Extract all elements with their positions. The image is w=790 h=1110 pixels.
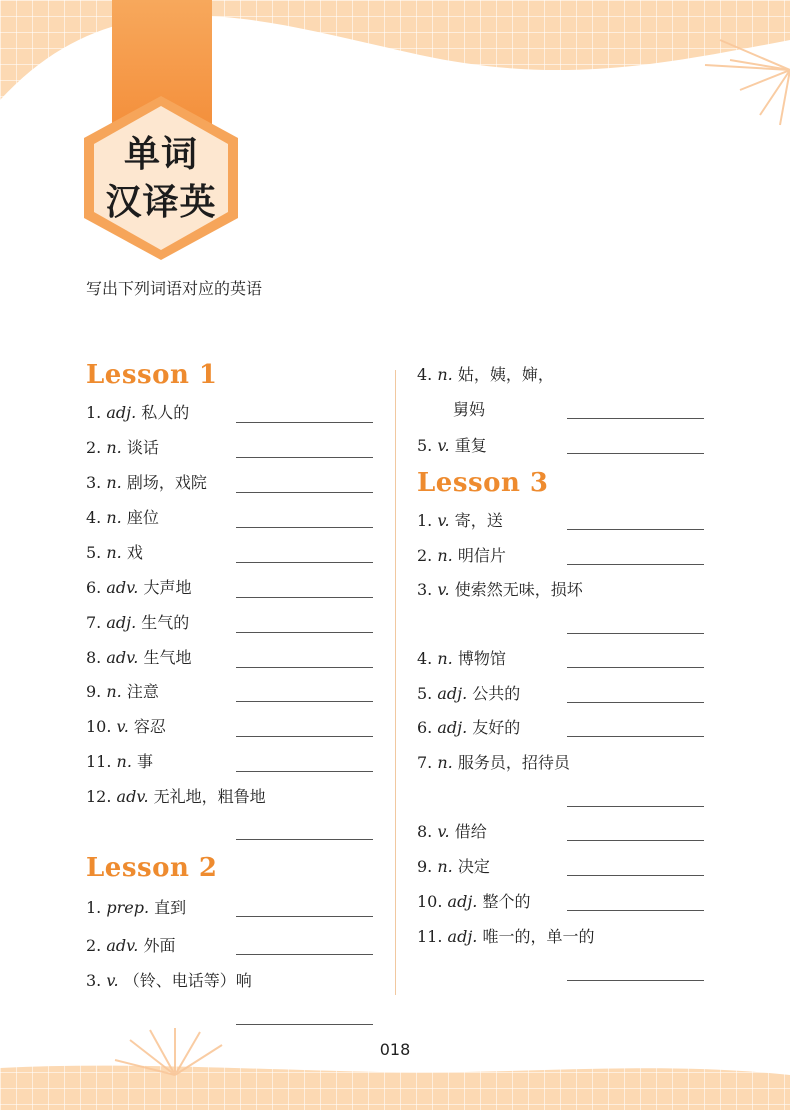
part-of-speech: adj.: [437, 718, 468, 737]
vocab-entry: [417, 649, 506, 669]
entry-number: 8.: [86, 648, 102, 667]
vocab-entry: [86, 578, 191, 598]
answer-blank[interactable]: [236, 839, 373, 840]
answer-blank[interactable]: [567, 840, 704, 841]
part-of-speech: n.: [437, 649, 453, 668]
answer-blank[interactable]: [567, 564, 704, 565]
answer-blank[interactable]: [236, 492, 373, 493]
part-of-speech: v.: [116, 717, 129, 736]
part-of-speech: adj.: [447, 892, 478, 911]
answer-blank[interactable]: [567, 875, 704, 876]
entry-number: 7.: [86, 613, 102, 632]
answer-blank[interactable]: [236, 771, 373, 772]
entry-number: 3.: [417, 580, 433, 599]
vocab-entry: [86, 543, 143, 563]
entry-number: 2.: [417, 546, 433, 565]
answer-blank[interactable]: [236, 562, 373, 563]
page-number: 018: [379, 1040, 411, 1059]
vocab-entry: [86, 403, 189, 423]
entry-number: 11.: [86, 752, 112, 771]
part-of-speech: n.: [437, 753, 453, 772]
chinese-meaning: 无礼地，粗鲁地: [153, 787, 266, 806]
answer-blank[interactable]: [567, 910, 704, 911]
chinese-meaning: 座位: [126, 508, 159, 527]
entry-number: 5.: [417, 684, 433, 703]
badge-title-line1: 单词: [123, 134, 198, 175]
chinese-meaning: 唯一的，单一的: [482, 927, 595, 946]
answer-blank[interactable]: [567, 806, 704, 807]
chinese-meaning: 外面: [143, 936, 176, 955]
answer-blank[interactable]: [236, 527, 373, 528]
chinese-meaning: 注意: [126, 682, 159, 701]
part-of-speech: v.: [437, 511, 450, 530]
entry-number: 4.: [417, 365, 433, 384]
vocab-entry: [417, 718, 520, 738]
chinese-meaning: 剧场，戏院: [126, 473, 207, 492]
chinese-meaning: 私人的: [141, 403, 190, 422]
part-of-speech: adv.: [106, 578, 139, 597]
chinese-meaning: 容忍: [133, 717, 166, 736]
vocab-entry: [417, 753, 570, 773]
entry-number: 2.: [86, 438, 102, 457]
vocab-entry: [86, 936, 175, 956]
vocab-entry: [86, 717, 166, 737]
vocab-entry: [417, 436, 487, 456]
chinese-meaning: 生气地: [143, 648, 192, 667]
entry-number: 9.: [86, 682, 102, 701]
chinese-meaning: 事: [137, 752, 154, 771]
entry-number: 5.: [417, 436, 433, 455]
chinese-meaning: 公共的: [472, 684, 521, 703]
answer-blank[interactable]: [236, 597, 373, 598]
entry-number: 8.: [417, 822, 433, 841]
answer-blank[interactable]: [236, 1024, 373, 1025]
part-of-speech: v.: [437, 822, 450, 841]
vocab-entry: [86, 682, 159, 702]
entry-number: 1.: [86, 403, 102, 422]
vocab-entry: [86, 613, 189, 633]
instruction-text: 写出下列词语对应的英语: [86, 279, 263, 298]
vocab-entry: [417, 365, 554, 385]
chinese-meaning: 明信片: [457, 546, 506, 565]
entry-number: 6.: [417, 718, 433, 737]
vocab-entry: [417, 822, 487, 842]
answer-blank[interactable]: [567, 529, 704, 530]
chinese-meaning: 寄，送: [454, 511, 503, 530]
entry-number: 11.: [417, 927, 443, 946]
chinese-meaning: 借给: [454, 822, 487, 841]
part-of-speech: n.: [116, 752, 132, 771]
answer-blank[interactable]: [236, 632, 373, 633]
answer-blank[interactable]: [236, 916, 373, 917]
part-of-speech: v.: [106, 971, 119, 990]
answer-blank[interactable]: [236, 954, 373, 955]
entry-number: 1.: [86, 898, 102, 917]
vocab-entry: [86, 508, 159, 528]
answer-blank[interactable]: [567, 418, 704, 419]
entry-number: 1.: [417, 511, 433, 530]
chinese-meaning: 戏: [126, 543, 143, 562]
part-of-speech: adv.: [106, 648, 139, 667]
lesson-2-heading: Lesson 2: [86, 853, 218, 883]
vocab-entry: [86, 438, 159, 458]
answer-blank[interactable]: [567, 453, 704, 454]
chinese-meaning: 决定: [457, 857, 490, 876]
chinese-meaning: 使索然无味，损坏: [454, 580, 583, 599]
vocab-entry: [417, 857, 490, 877]
answer-blank[interactable]: [236, 457, 373, 458]
chinese-meaning: （铃、电话等）响: [123, 971, 252, 990]
entry-number: 10.: [86, 717, 112, 736]
part-of-speech: n.: [437, 365, 453, 384]
chinese-meaning: 谈话: [126, 438, 159, 457]
answer-blank[interactable]: [567, 667, 704, 668]
vocab-entry: [417, 892, 530, 912]
part-of-speech: n.: [106, 438, 122, 457]
lesson-1-heading: Lesson 1: [86, 360, 218, 390]
vocab-entry: [417, 684, 520, 704]
part-of-speech: n.: [106, 473, 122, 492]
vocab-entry: [417, 927, 594, 947]
entry-number: 2.: [86, 936, 102, 955]
part-of-speech: adj.: [447, 927, 478, 946]
answer-blank[interactable]: [236, 422, 373, 423]
part-of-speech: v.: [437, 436, 450, 455]
part-of-speech: adj.: [106, 403, 137, 422]
chinese-meaning: 生气的: [141, 613, 190, 632]
lesson-3-heading: Lesson 3: [417, 468, 549, 498]
entry-number: 9.: [417, 857, 433, 876]
part-of-speech: n.: [437, 857, 453, 876]
vocab-entry: [86, 787, 266, 807]
chinese-meaning: 重复: [454, 436, 487, 455]
answer-blank[interactable]: [236, 701, 373, 702]
answer-blank[interactable]: [567, 736, 704, 737]
vocab-entry: [86, 752, 153, 772]
part-of-speech: adv.: [116, 787, 149, 806]
entry-number: 10.: [417, 892, 443, 911]
entry-number: 4.: [417, 649, 433, 668]
entry-number: 12.: [86, 787, 112, 806]
chinese-meaning: 大声地: [143, 578, 192, 597]
part-of-speech: prep.: [106, 898, 150, 917]
part-of-speech: n.: [437, 546, 453, 565]
part-of-speech: adj.: [106, 613, 137, 632]
entry-number: 3.: [86, 971, 102, 990]
chinese-meaning: 服务员，招待员: [457, 753, 570, 772]
vocab-entry: [86, 473, 207, 493]
vocab-entry: [417, 580, 583, 600]
answer-blank[interactable]: [236, 667, 373, 668]
vocab-entry: [86, 971, 252, 991]
chinese-meaning: 友好的: [472, 718, 521, 737]
part-of-speech: adv.: [106, 936, 139, 955]
chinese-meaning: 直到: [154, 898, 187, 917]
entry-number: 7.: [417, 753, 433, 772]
entry-number: 3.: [86, 473, 102, 492]
part-of-speech: n.: [106, 508, 122, 527]
answer-blank[interactable]: [567, 702, 704, 703]
part-of-speech: adj.: [437, 684, 468, 703]
answer-blank[interactable]: [236, 736, 373, 737]
column-divider: [395, 370, 396, 995]
badge-title-line2: 汉译英: [105, 182, 217, 223]
entry-number: 5.: [86, 543, 102, 562]
title-badge: [80, 92, 242, 262]
chinese-meaning: 整个的: [482, 892, 531, 911]
vocab-entry: [86, 648, 191, 668]
chinese-meaning: 姑，姨，婶，: [457, 365, 554, 384]
entry-number: 6.: [86, 578, 102, 597]
chinese-meaning: 博物馆: [457, 649, 506, 668]
chinese-meaning-continued: 舅妈: [453, 400, 486, 419]
answer-blank[interactable]: [567, 980, 704, 981]
entry-number: 4.: [86, 508, 102, 527]
vocab-entry: [417, 546, 506, 566]
part-of-speech: n.: [106, 682, 122, 701]
vocab-entry: [86, 898, 186, 918]
part-of-speech: n.: [106, 543, 122, 562]
answer-blank[interactable]: [567, 633, 704, 634]
vocab-entry: [417, 511, 503, 531]
part-of-speech: v.: [437, 580, 450, 599]
